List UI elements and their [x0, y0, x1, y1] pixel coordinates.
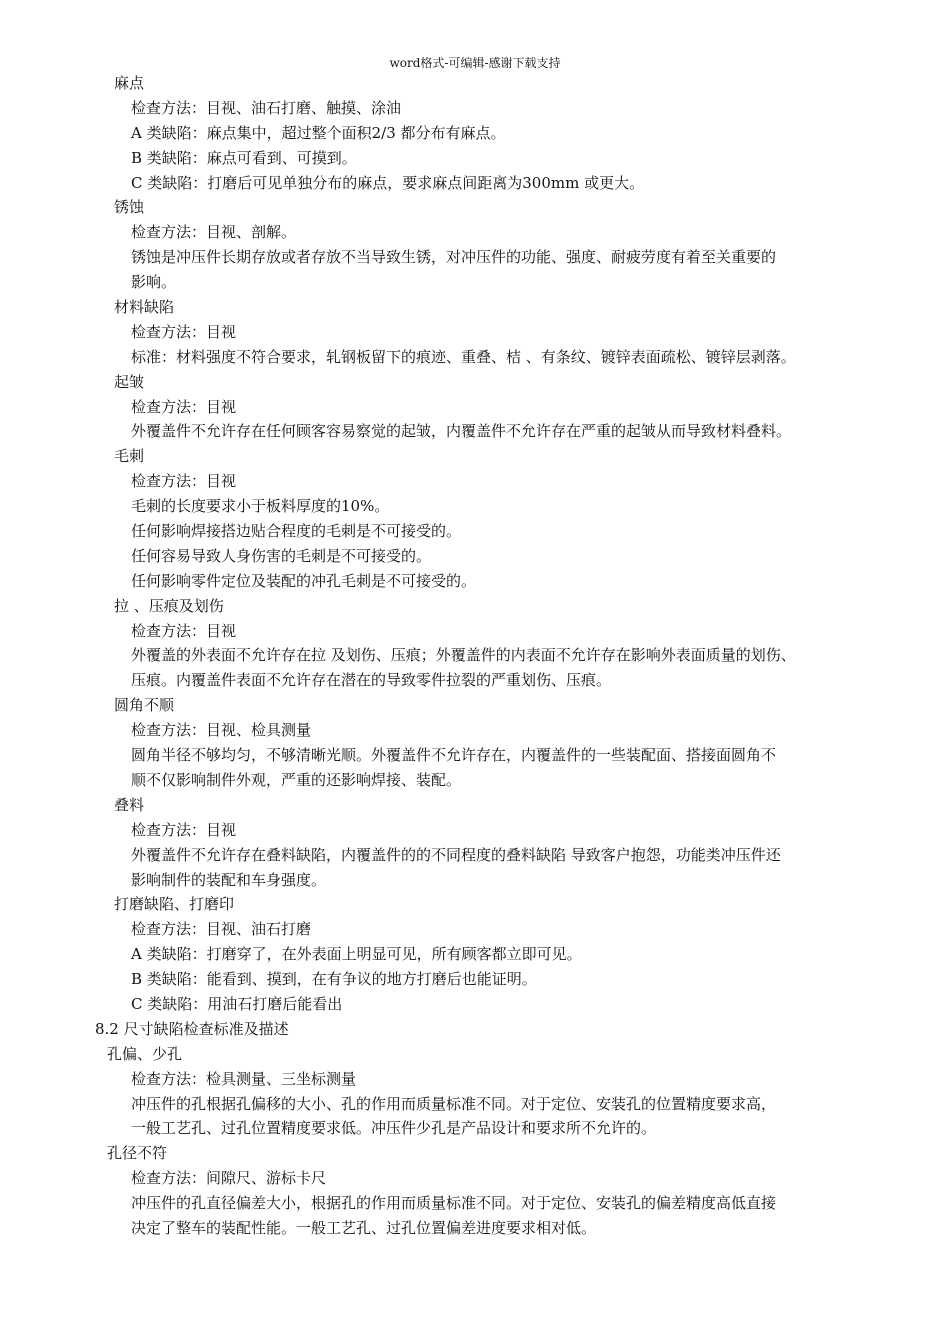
section-heading: 孔偏、少孔: [107, 1044, 183, 1063]
body-line: 一般工艺孔、过孔位置精度要求低。冲压件少孔是产品设计和要求所不允许的。: [131, 1119, 657, 1138]
body-line: 圆角半径不够均匀，不够清晰光顺。外覆盖件不允许存在，内覆盖件的一些装配面、搭接面圆角不: [131, 746, 777, 765]
document-body: [0, 71, 950, 1241]
body-line: 外覆盖件不允许存在任何顾客容易察觉的起皱，内覆盖件不允许存在严重的起皱从而导致材料叠料。: [131, 422, 792, 441]
body-line: 标准：材料强度不符合要求，轧钢板留下的痕迹、重叠、桔 、有条纹、镀锌表面疏松、镀锌层剥落。: [131, 347, 796, 366]
body-line: 任何影响焊接搭边贴合程度的毛刺是不可接受的。: [131, 522, 462, 541]
body-line: 决定了整车的装配性能。一般工艺孔、过孔位置偏差进度要求相对低。: [131, 1218, 597, 1237]
body-line: B 类缺陷：能看到、摸到，在有争议的地方打磨后也能证明。: [131, 970, 537, 989]
body-line: 顺不仅影响制件外观，严重的还影响焊接、装配。: [131, 770, 462, 789]
section-heading: 圆角不顺: [114, 696, 175, 715]
section-heading: 叠料: [114, 795, 145, 814]
body-line: C 类缺陷：用油石打磨后能看出: [131, 994, 343, 1013]
section-heading: 拉 、压痕及划伤: [114, 596, 224, 615]
body-line: C 类缺陷：打磨后可见单独分布的麻点，要求麻点间距离为300mm 或更大。: [131, 173, 645, 192]
body-line: 外覆盖件不允许存在叠料缺陷，内覆盖件的的不同程度的叠料缺陷 导致客户抱怨，功能类冲压件还: [131, 845, 781, 864]
body-line: 影响制件的装配和车身强度。: [131, 870, 327, 889]
body-line: 检查方法：间隙尺、游标卡尺: [131, 1169, 327, 1188]
body-line: 检查方法：目视: [131, 397, 237, 416]
body-line: 压痕。内覆盖件表面不允许存在潜在的导致零件拉裂的严重划伤、压痕。: [131, 671, 612, 690]
body-line: 任何容易导致人身伤害的毛刺是不可接受的。: [131, 546, 432, 565]
body-line: 外覆盖的外表面不允许存在拉 及划伤、压痕；外覆盖件的内表面不允许存在影响外表面质量的划伤、: [131, 646, 796, 665]
section-heading: 材料缺陷: [114, 298, 175, 317]
page-header: word格式-可编辑-感谢下载支持: [389, 56, 561, 70]
body-line: 检查方法：目视、检具测量: [131, 721, 312, 740]
section-heading: 8.2 尺寸缺陷检查标准及描述: [95, 1019, 289, 1038]
section-heading: 毛刺: [114, 447, 145, 466]
body-line: 任何影响零件定位及装配的冲孔毛刺是不可接受的。: [131, 571, 477, 590]
body-line: 毛刺的长度要求小于板料厚度的10%。: [131, 497, 390, 516]
section-heading: 孔径不符: [107, 1144, 168, 1163]
section-heading: 锈蚀: [114, 198, 145, 217]
body-line: 检查方法：目视、油石打磨、触摸、涂油: [131, 98, 402, 117]
body-line: 检查方法：目视: [131, 322, 237, 341]
body-line: 检查方法：目视: [131, 472, 237, 491]
section-heading: 起皱: [114, 372, 145, 391]
body-line: 影响。: [131, 273, 177, 292]
body-line: 检查方法：目视、剖解。: [131, 223, 297, 242]
section-heading: 麻点: [114, 74, 145, 92]
body-line: 检查方法：目视: [131, 621, 237, 640]
body-line: 冲压件的孔直径偏差大小，根据孔的作用而质量标准不同。对于定位、安装孔的偏差精度高低直接: [131, 1194, 777, 1213]
body-line: 检查方法：目视、油石打磨: [131, 920, 312, 939]
body-line: 检查方法：目视: [131, 820, 237, 839]
body-line: 检查方法：检具测量、三坐标测量: [131, 1069, 357, 1088]
body-line: 冲压件的孔根据孔偏移的大小、孔的作用而质量标准不同。对于定位、安装孔的位置精度要求高，: [131, 1094, 777, 1113]
section-heading: 打磨缺陷、打磨印: [114, 895, 235, 914]
body-line: B 类缺陷：麻点可看到、可摸到。: [131, 148, 357, 167]
body-line: A 类缺陷：麻点集中，超过整个面积2/3 都分布有麻点。: [131, 123, 506, 142]
body-line: 锈蚀是冲压件长期存放或者存放不当导致生锈，对冲压件的功能、强度、耐疲劳度有着至关重要的: [131, 248, 777, 267]
body-line: A 类缺陷：打磨穿了，在外表面上明显可见，所有顾客都立即可见。: [131, 945, 582, 964]
